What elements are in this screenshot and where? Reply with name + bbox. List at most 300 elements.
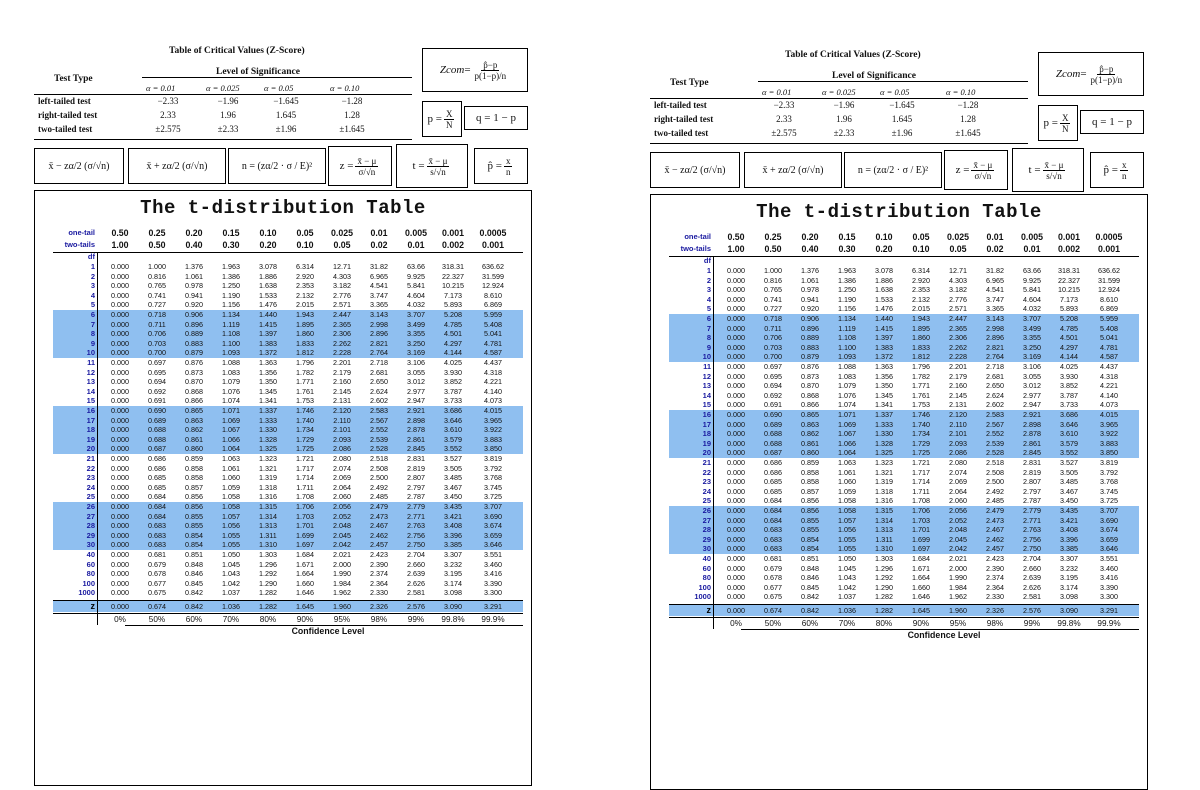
table-row bbox=[669, 477, 1139, 487]
right-z-formula bbox=[944, 150, 1008, 190]
critical-t-value: 4.032 bbox=[407, 300, 425, 310]
critical-t-value: 2.819 bbox=[407, 463, 425, 473]
critical-t-value: 1.037 bbox=[222, 588, 240, 598]
critical-t-value: 1.476 bbox=[259, 300, 277, 310]
critical-t-value: 1.721 bbox=[296, 454, 314, 463]
df-value: 100 bbox=[698, 582, 711, 592]
critical-t-value: 0.873 bbox=[185, 367, 203, 377]
df-header-row bbox=[35, 252, 531, 261]
critical-t-value: 2.660 bbox=[407, 559, 425, 569]
critical-t-value: 1.250 bbox=[222, 281, 240, 291]
critical-value: −2.33 bbox=[157, 96, 179, 106]
critical-t-value: 2.492 bbox=[370, 482, 388, 492]
critical-t-value: 1.725 bbox=[912, 448, 930, 458]
critical-t-value: 3.690 bbox=[1100, 515, 1118, 525]
critical-t-value: 1.108 bbox=[222, 329, 240, 339]
equals-sign: = bbox=[1080, 68, 1087, 80]
confidence-value: 99% bbox=[407, 615, 425, 624]
critical-t-value: 0.695 bbox=[148, 367, 166, 377]
df-value: 25 bbox=[702, 496, 711, 506]
critical-t-value: 4.297 bbox=[1060, 342, 1078, 352]
critical-t-value: 0.816 bbox=[148, 271, 166, 281]
critical-t-value: 1.323 bbox=[259, 454, 277, 463]
critical-value: ±2.33 bbox=[833, 128, 855, 138]
critical-t-value: 1.711 bbox=[296, 482, 314, 492]
critical-t-value: 1.984 bbox=[949, 582, 967, 592]
one-tail-value: 0.01 bbox=[986, 232, 1004, 242]
df-value: 14 bbox=[702, 390, 711, 400]
critical-t-value: 0.859 bbox=[801, 458, 819, 467]
critical-t-value: 3.725 bbox=[1100, 496, 1118, 506]
critical-t-value: 0.856 bbox=[801, 506, 819, 515]
table-row bbox=[53, 444, 523, 454]
divider bbox=[142, 77, 412, 78]
critical-t-value: 1.383 bbox=[259, 338, 277, 348]
critical-t-value: 1.000 bbox=[148, 262, 166, 271]
critical-t-value: 2.042 bbox=[333, 540, 351, 550]
critical-t-value: 6.965 bbox=[986, 275, 1004, 285]
df-value: 19 bbox=[86, 434, 95, 444]
left-phat-formula bbox=[474, 148, 528, 184]
critical-t-value: 3.819 bbox=[484, 454, 502, 463]
df-value: 3 bbox=[90, 281, 95, 291]
critical-t-value: 1.063 bbox=[222, 454, 240, 463]
critical-t-value: 0.678 bbox=[148, 569, 166, 579]
critical-t-value: 3.390 bbox=[484, 578, 502, 588]
critical-value: ±1.96 bbox=[891, 128, 913, 138]
df-value: 1 bbox=[90, 262, 95, 271]
table-row bbox=[669, 276, 1139, 286]
critical-t-value: 1.100 bbox=[222, 338, 240, 348]
confidence-level-label: Confidence Level bbox=[291, 626, 365, 636]
critical-t-value: 0.691 bbox=[764, 400, 782, 410]
one-tail-value: 0.025 bbox=[946, 232, 969, 242]
phat-fraction-den: n bbox=[505, 166, 511, 177]
z-value: 0.842 bbox=[801, 606, 819, 615]
critical-t-value: 1.319 bbox=[259, 473, 277, 483]
critical-t-value: 0.679 bbox=[148, 559, 166, 569]
z-value: 1.282 bbox=[259, 602, 277, 611]
critical-t-value: 0.706 bbox=[764, 333, 782, 343]
critical-t-value: 2.447 bbox=[333, 310, 351, 319]
one-tail-value: 0.25 bbox=[764, 232, 782, 242]
critical-t-value: 2.660 bbox=[1023, 563, 1041, 573]
df-value: 10 bbox=[86, 348, 95, 358]
critical-t-value: 1.333 bbox=[259, 415, 277, 425]
z-label: z = bbox=[339, 160, 354, 172]
critical-t-value: 2.160 bbox=[333, 377, 351, 387]
critical-t-value: 2.228 bbox=[333, 348, 351, 358]
critical-t-value: 2.093 bbox=[333, 434, 351, 444]
critical-t-value: 0.854 bbox=[801, 544, 819, 554]
confidence-value: 0% bbox=[114, 615, 126, 624]
critical-t-value: 31.82 bbox=[986, 266, 1004, 275]
df-value: 13 bbox=[702, 381, 711, 391]
critical-t-value: 2.921 bbox=[407, 406, 425, 415]
z-label: z bbox=[706, 605, 711, 615]
critical-t-value: 0.845 bbox=[185, 578, 203, 588]
critical-t-value: 0.000 bbox=[111, 463, 129, 473]
critical-t-value: 10.215 bbox=[442, 281, 464, 291]
critical-t-value: 1.440 bbox=[875, 314, 893, 323]
critical-t-value: 1.337 bbox=[259, 406, 277, 415]
z-value: 0.674 bbox=[764, 606, 782, 615]
critical-t-value: 3.579 bbox=[444, 434, 462, 444]
two-tails-value: 0.001 bbox=[1097, 244, 1120, 254]
critical-t-value: 0.681 bbox=[148, 550, 166, 559]
table-row bbox=[669, 314, 1139, 324]
critical-t-value: 2.898 bbox=[407, 415, 425, 425]
one-tail-value: 0.0005 bbox=[1095, 232, 1123, 242]
critical-t-value: 1.296 bbox=[259, 559, 277, 569]
critical-t-value: 1.711 bbox=[912, 486, 930, 496]
critical-t-value: 2.845 bbox=[407, 444, 425, 454]
critical-t-value: 2.048 bbox=[949, 525, 967, 535]
critical-t-value: 0.690 bbox=[148, 406, 166, 415]
critical-t-value: 3.930 bbox=[1060, 371, 1078, 381]
df-value: 4 bbox=[90, 290, 95, 300]
critical-t-value: 0.697 bbox=[764, 362, 782, 371]
critical-t-value: 1.383 bbox=[875, 342, 893, 352]
critical-t-value: 1.345 bbox=[875, 390, 893, 400]
df-value: 28 bbox=[86, 521, 95, 531]
critical-t-value: 1.156 bbox=[222, 300, 240, 310]
critical-t-value: 0.863 bbox=[185, 415, 203, 425]
critical-t-value: 1.282 bbox=[875, 592, 893, 602]
table-row bbox=[53, 329, 523, 339]
critical-t-value: 0.765 bbox=[764, 285, 782, 295]
divider bbox=[34, 94, 412, 95]
df-column-rule bbox=[713, 256, 714, 629]
two-tails-value: 0.10 bbox=[912, 244, 930, 254]
df-value: 2 bbox=[90, 271, 95, 281]
critical-t-value: 0.000 bbox=[111, 454, 129, 463]
critical-t-value: 0.858 bbox=[801, 467, 819, 477]
z-value: 1.960 bbox=[333, 602, 351, 611]
right-ci-upper-formula bbox=[744, 152, 842, 188]
critical-t-value: 0.000 bbox=[111, 530, 129, 540]
critical-t-value: 1.638 bbox=[875, 285, 893, 295]
critical-t-value: 3.390 bbox=[1100, 582, 1118, 592]
critical-t-value: 1.664 bbox=[296, 569, 314, 579]
critical-t-value: 2.750 bbox=[407, 540, 425, 550]
critical-t-value: 1.043 bbox=[838, 573, 856, 583]
critical-t-value: 1.079 bbox=[222, 377, 240, 387]
critical-t-value: 3.610 bbox=[1060, 429, 1078, 439]
critical-t-value: 3.733 bbox=[444, 396, 462, 406]
divider bbox=[650, 143, 1028, 144]
critical-t-value: 2.977 bbox=[407, 386, 425, 396]
critical-t-value: 3.460 bbox=[1100, 563, 1118, 573]
critical-t-value: 0.685 bbox=[764, 477, 782, 487]
critical-t-value: 2.787 bbox=[407, 492, 425, 502]
critical-t-value: 2.201 bbox=[949, 362, 967, 371]
table-row bbox=[669, 535, 1139, 545]
critical-t-value: 1.057 bbox=[222, 511, 240, 521]
critical-t-value: 3.450 bbox=[1060, 496, 1078, 506]
critical-t-value: 3.408 bbox=[444, 521, 462, 531]
z-value: 1.960 bbox=[949, 606, 967, 615]
critical-t-value: 0.000 bbox=[727, 390, 745, 400]
critical-t-value: 1.833 bbox=[912, 342, 930, 352]
equals-sign: = bbox=[464, 64, 471, 76]
critical-t-value: 2.998 bbox=[986, 323, 1004, 333]
z-value: 0.674 bbox=[148, 602, 166, 611]
p-fraction-den: N bbox=[1061, 123, 1069, 134]
t-fraction-num: x̄ − μ bbox=[428, 155, 448, 166]
critical-t-value: 2.086 bbox=[949, 448, 967, 458]
critical-t-value: 0.000 bbox=[111, 367, 129, 377]
critical-t-value: 2.064 bbox=[949, 486, 967, 496]
critical-t-value: 3.450 bbox=[444, 492, 462, 502]
critical-t-value: 1.310 bbox=[259, 540, 277, 550]
table-row bbox=[53, 416, 523, 426]
critical-t-value: 2.571 bbox=[949, 304, 967, 314]
two-tails-label: two-tails bbox=[680, 244, 711, 253]
critical-t-value: 0.000 bbox=[727, 496, 745, 506]
critical-t-value: 1.058 bbox=[838, 496, 856, 506]
critical-t-value: 2.179 bbox=[949, 371, 967, 381]
critical-t-value: 0.851 bbox=[801, 554, 819, 563]
right-p-formula bbox=[1038, 105, 1078, 141]
critical-t-value: 2.462 bbox=[986, 534, 1004, 544]
critical-t-value: 1.043 bbox=[222, 569, 240, 579]
critical-t-value: 3.467 bbox=[444, 482, 462, 492]
critical-t-value: 2.552 bbox=[370, 425, 388, 435]
critical-t-value: 1.697 bbox=[912, 544, 930, 554]
critical-t-value: 0.858 bbox=[185, 473, 203, 483]
critical-t-value: 1.860 bbox=[296, 329, 314, 339]
confidence-value: 99.9% bbox=[1097, 619, 1121, 628]
critical-t-value: 1.372 bbox=[259, 348, 277, 358]
two-tails-value: 0.002 bbox=[1057, 244, 1080, 254]
critical-t-value: 1.311 bbox=[875, 534, 893, 544]
critical-t-value: 2.021 bbox=[949, 554, 967, 563]
critical-t-value: 2.473 bbox=[986, 515, 1004, 525]
critical-t-value: 1.386 bbox=[838, 275, 856, 285]
critical-t-value: 2.492 bbox=[986, 486, 1004, 496]
critical-t-value: 636.62 bbox=[1098, 266, 1120, 275]
right-t-formula bbox=[1012, 148, 1084, 192]
table-row bbox=[53, 300, 523, 310]
critical-t-value: 0.697 bbox=[148, 358, 166, 367]
df-value: 20 bbox=[86, 444, 95, 454]
t-fraction bbox=[1043, 160, 1066, 181]
level-of-significance-header: Level of Significance bbox=[832, 71, 916, 81]
critical-t-value: 0.000 bbox=[111, 271, 129, 281]
critical-t-value: 3.646 bbox=[1100, 544, 1118, 554]
critical-t-value: 3.787 bbox=[1060, 390, 1078, 400]
critical-t-value: 3.965 bbox=[1100, 419, 1118, 429]
test-type-label: two-tailed test bbox=[38, 124, 93, 134]
table-row bbox=[669, 324, 1139, 334]
critical-t-value: 1.108 bbox=[838, 333, 856, 343]
critical-t-value: 1.671 bbox=[296, 559, 314, 569]
critical-t-value: 0.741 bbox=[764, 294, 782, 304]
critical-t-value: 2.086 bbox=[333, 444, 351, 454]
critical-t-value: 1.328 bbox=[259, 434, 277, 444]
df-value: 1000 bbox=[694, 592, 711, 602]
one-tail-value: 0.05 bbox=[912, 232, 930, 242]
critical-t-value: 0.856 bbox=[185, 502, 203, 511]
critical-t-value: 0.691 bbox=[148, 396, 166, 406]
critical-t-value: 0.000 bbox=[727, 582, 745, 592]
table-row bbox=[53, 291, 523, 301]
critical-t-value: 0.906 bbox=[185, 310, 203, 319]
critical-t-value: 4.297 bbox=[444, 338, 462, 348]
two-tails-value: 0.20 bbox=[875, 244, 893, 254]
critical-t-value: 2.764 bbox=[370, 348, 388, 358]
left-ci-lower-formula bbox=[34, 148, 124, 184]
one-tail-value: 0.005 bbox=[404, 228, 427, 238]
critical-t-value: 0.000 bbox=[111, 540, 129, 550]
critical-t-value: 0.688 bbox=[148, 425, 166, 435]
critical-t-value: 2.921 bbox=[1023, 410, 1041, 419]
confidence-value: 80% bbox=[875, 619, 893, 628]
critical-t-value: 2.500 bbox=[986, 477, 1004, 487]
table-row bbox=[53, 425, 523, 435]
critical-value: 1.28 bbox=[960, 114, 976, 124]
table-row bbox=[53, 464, 523, 474]
p-label: p = bbox=[427, 113, 442, 125]
critical-t-value: 3.250 bbox=[407, 338, 425, 348]
critical-t-value: 1.050 bbox=[222, 550, 240, 559]
critical-t-value: 3.551 bbox=[1100, 554, 1118, 563]
df-value: 12 bbox=[86, 367, 95, 377]
table-row bbox=[53, 387, 523, 397]
z-fraction bbox=[355, 156, 378, 177]
two-tails-value: 0.10 bbox=[296, 240, 314, 250]
critical-t-value: 12.71 bbox=[949, 266, 967, 275]
critical-t-value: 2.583 bbox=[986, 410, 1004, 419]
critical-t-value: 2.779 bbox=[1023, 506, 1041, 515]
critical-t-value: 3.883 bbox=[1100, 438, 1118, 448]
critical-t-value: 0.000 bbox=[111, 406, 129, 415]
critical-t-value: 2.364 bbox=[370, 578, 388, 588]
confidence-value: 60% bbox=[185, 615, 203, 624]
critical-t-value: 2.626 bbox=[1023, 582, 1041, 592]
critical-t-value: 2.602 bbox=[986, 400, 1004, 410]
critical-t-value: 0.000 bbox=[727, 333, 745, 343]
table-row bbox=[669, 439, 1139, 449]
df-value: 100 bbox=[82, 578, 95, 588]
critical-t-value: 4.144 bbox=[1060, 352, 1078, 362]
critical-t-value: 3.396 bbox=[444, 530, 462, 540]
critical-t-value: 6.314 bbox=[912, 266, 930, 275]
df-value: 21 bbox=[702, 458, 711, 467]
confidence-value: 90% bbox=[296, 615, 314, 624]
critical-t-value: 0.978 bbox=[801, 285, 819, 295]
critical-t-value: 12.71 bbox=[333, 262, 351, 271]
critical-t-value: 1.316 bbox=[875, 496, 893, 506]
critical-value: ±2.575 bbox=[155, 124, 181, 134]
critical-t-value: 3.646 bbox=[444, 415, 462, 425]
critical-t-value: 2.624 bbox=[986, 390, 1004, 400]
critical-t-value: 5.041 bbox=[1100, 333, 1118, 343]
critical-t-value: 0.679 bbox=[764, 563, 782, 573]
critical-t-value: 0.000 bbox=[111, 521, 129, 531]
critical-t-value: 1.646 bbox=[912, 592, 930, 602]
critical-t-value: 0.681 bbox=[764, 554, 782, 563]
critical-t-value: 1.055 bbox=[838, 544, 856, 554]
critical-t-value: 0.683 bbox=[148, 521, 166, 531]
critical-t-value: 0.000 bbox=[727, 419, 745, 429]
zcom-fraction bbox=[1089, 64, 1125, 85]
table-row bbox=[53, 272, 523, 282]
test-type-label: right-tailed test bbox=[654, 114, 714, 124]
table-row bbox=[669, 525, 1139, 535]
critical-value: −1.645 bbox=[889, 100, 915, 110]
alpha-label: α = 0.05 bbox=[880, 87, 910, 97]
critical-t-value: 2.364 bbox=[986, 582, 1004, 592]
critical-t-value: 0.000 bbox=[727, 534, 745, 544]
critical-t-value: 0.000 bbox=[727, 294, 745, 304]
critical-t-value: 0.000 bbox=[111, 502, 129, 511]
df-value: 19 bbox=[702, 438, 711, 448]
critical-t-value: 3.690 bbox=[484, 511, 502, 521]
critical-value: ±2.33 bbox=[217, 124, 239, 134]
critical-t-value: 3.143 bbox=[370, 310, 388, 319]
table-row bbox=[669, 487, 1139, 497]
critical-t-value: 4.144 bbox=[444, 348, 462, 358]
table-row bbox=[53, 262, 523, 272]
two-tails-value: 0.20 bbox=[259, 240, 277, 250]
df-value: 2 bbox=[706, 275, 711, 285]
critical-t-value: 1.321 bbox=[259, 463, 277, 473]
critical-t-value: 1.638 bbox=[259, 281, 277, 291]
critical-t-value: 0.741 bbox=[148, 290, 166, 300]
critical-t-value: 0.690 bbox=[764, 410, 782, 419]
critical-t-value: 3.646 bbox=[1060, 419, 1078, 429]
p-fraction bbox=[1060, 113, 1071, 134]
critical-t-value: 3.078 bbox=[259, 262, 277, 271]
critical-t-value: 2.552 bbox=[986, 429, 1004, 439]
table-row bbox=[53, 396, 523, 406]
critical-t-value: 0.000 bbox=[111, 319, 129, 329]
critical-t-value: 0.675 bbox=[148, 588, 166, 598]
alpha-label: α = 0.10 bbox=[330, 83, 360, 93]
df-value: 8 bbox=[90, 329, 95, 339]
critical-t-value: 318.31 bbox=[1058, 266, 1080, 275]
critical-t-value: 1.290 bbox=[875, 582, 893, 592]
df-value: 23 bbox=[86, 473, 95, 483]
critical-t-value: 4.541 bbox=[986, 285, 1004, 295]
critical-value: −2.33 bbox=[773, 100, 795, 110]
critical-t-value: 1.315 bbox=[875, 506, 893, 515]
right-ci-lower-formula bbox=[650, 152, 740, 188]
critical-t-value: 4.587 bbox=[1100, 352, 1118, 362]
critical-t-value: 0.920 bbox=[185, 300, 203, 310]
df-value: 16 bbox=[702, 410, 711, 419]
critical-t-value: 0.855 bbox=[185, 511, 203, 521]
one-tail-value: 0.20 bbox=[801, 232, 819, 242]
critical-t-value: 3.850 bbox=[484, 444, 502, 454]
critical-t-value: 2.467 bbox=[370, 521, 388, 531]
critical-t-value: 1.061 bbox=[222, 463, 240, 473]
critical-t-value: 1.119 bbox=[838, 323, 856, 333]
critical-t-value: 2.423 bbox=[370, 550, 388, 559]
z-value: 3.291 bbox=[484, 602, 502, 611]
critical-t-value: 1.943 bbox=[912, 314, 930, 323]
critical-t-value: 0.000 bbox=[727, 266, 745, 275]
critical-t-value: 5.408 bbox=[484, 319, 502, 329]
critical-t-value: 1.703 bbox=[296, 511, 314, 521]
critical-t-value: 1.415 bbox=[259, 319, 277, 329]
critical-t-value: 1.055 bbox=[222, 540, 240, 550]
z-value: 1.036 bbox=[838, 606, 856, 615]
alpha-label: α = 0.01 bbox=[762, 87, 792, 97]
critical-t-value: 5.841 bbox=[1023, 285, 1041, 295]
